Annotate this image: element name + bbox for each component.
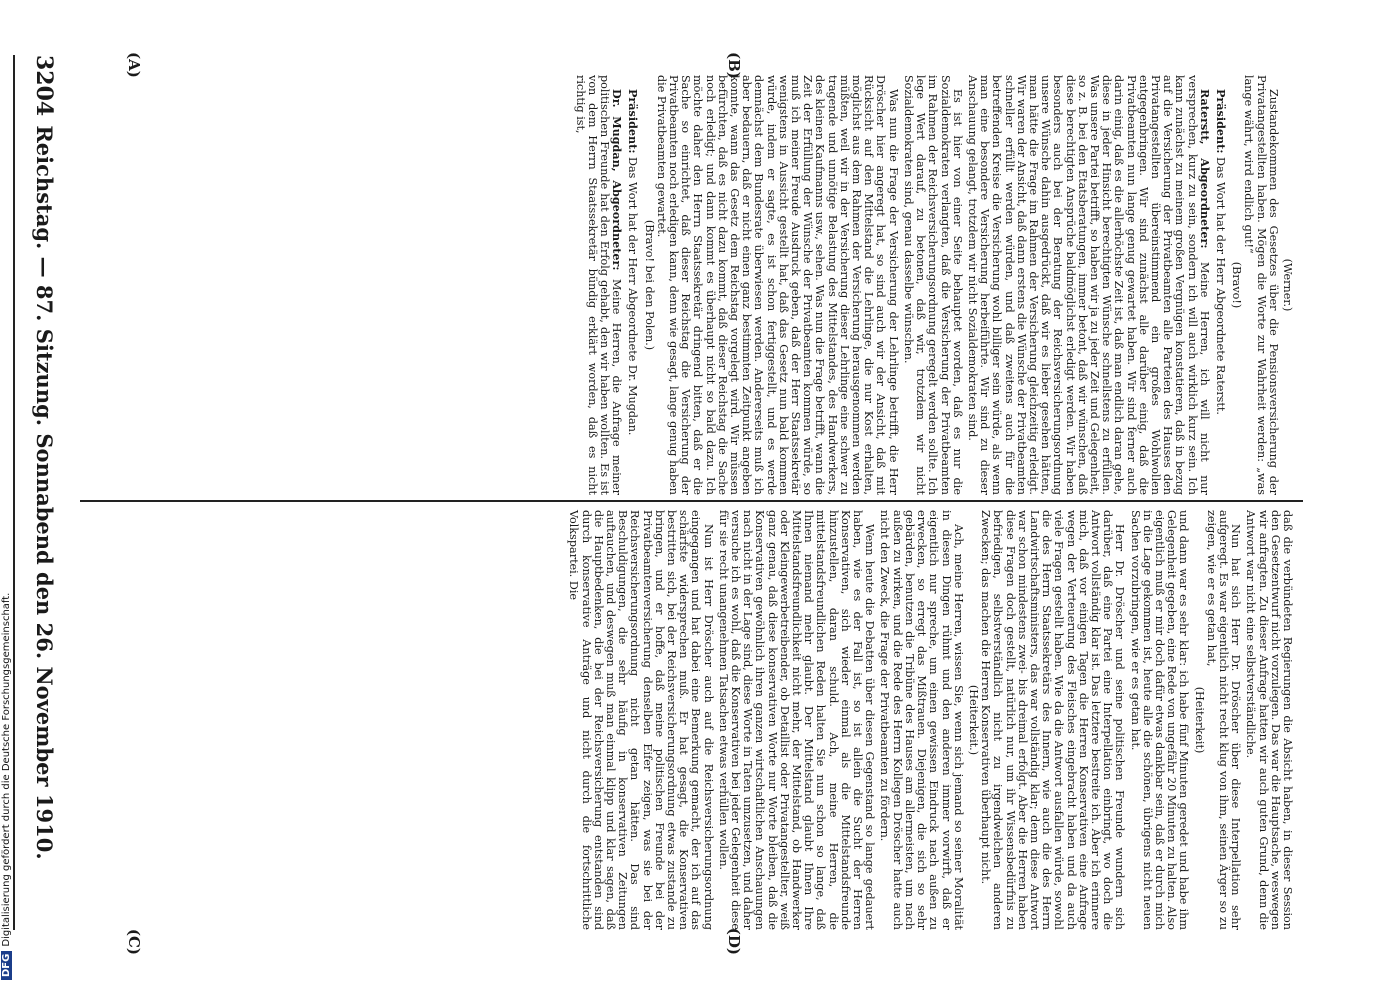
paragraph-text: Das Wort hat der Herr Abgeordnete Raterstt. — [1213, 157, 1227, 415]
margin-mark-b: (B) — [725, 52, 743, 79]
margin-mark-d: (D) — [725, 927, 743, 955]
paragraph-text: Meine Herren, ich will nicht nur versprechen, kurz zu sein, sondern ich will auch wirklich kurz sein. Ich kann zunächst zu meinem großen Vergnügen konstatieren, daß in bezug auf die Versicherung der Privatbeamten alle Parteien des Hauses den Privatangestellten übereinstimmend ein großes Wohlwollen entgegenbringen. Wir sind zunächst alle darüber einig, daß die Privatbeamten nun lange genug gewartet haben. Wir sind ferner auch darin einig, daß es die allerhöchste Zeit ist, daß man endlich daran gehe, diese in jeder Hinsicht berechtigten Wünsche schnellstens zu erfüllen. Was unsere Partei betrifft, so haben wir ja zu jeder Zeit und Gelegenheit, so z. B. bei den Etatsberatungen, immer betont, daß wir wünschen, daß diese berechtigten Ansprüche baldmöglichst erledigt werden. Wir haben besonders auch bei der Beratung der Reichsversicherungsordnung unsere Wünsche dahin ausgedrückt, daß wir es lieber gesehen hätten, man hätte die Frage im Rahmen der Versicherung gleichzeitig erledigt. Wir waren der Ansicht, daß dann erstens die Wünsche der Privatbeamten schneller erfüllt werden würden, und daß zweitens auch für die betreffenden Kreise die Versicherung wohl billiger sein würde, als wenn man eine besondere Versicherung herbeiführte. Wir sind zu dieser Anschauung gelangt, trotzdem wir nicht Sozialdemokraten sind. — [965, 75, 1211, 495]
speaker-label: Präsident: — [1213, 89, 1228, 154]
paragraph: Es ist hier von einer Seite behauptet worden, daß es nur die Sozialdemokraten verlangten, daß die Versicherung der Privatbeamten im Rahmen der Reichsversicherungsordnung geregelt werden sollte. Ich lege Wert darauf, zu betonen, daß wir, trotzdem wir nicht Sozialdemokraten sind, genau dasselbe wünschen. — [901, 75, 964, 495]
paragraph: Wenn heute die Debatten über diesen Gegenstand so lange gedauert haben, wie es der Fall ist, so ist allein die Sucht der Herren Konservativen, sich wieder einmal als die Mittelstandsfreunde hinzustellen, daran schuld. Ach, meine Herren, die mittelstandsfreundlichen Reden halten Sie nun schon so lange, daß Ihnen niemand mehr glaubt. Der Mittelstand glaubt Ihnen Ihre Mittelstandsfreundlichkeit nicht mehr, der Mittelstand, ob Handwerker oder Kleingewerbetreibender, ob Detaillist oder Privatangestellter, weiß ganz genau, daß diese konservativen Worte nur Worte bleiben, daß die Konservativen gewöhnlich ihren ganzen wirtschaftlichen Anschauungen nach nicht in der Lage sind, diese Worte in Taten umzusetzen, und daher versuche ich es wohl, daß die Konservativen bei jeder Gelegenheit diese für sie recht unangenehmen Tatsachen etwas verhüllen wollen. — [716, 510, 877, 930]
funding-text: Digitalisierung gefördert durch die Deutsche Forschungsgemeinschaft. — [1, 592, 12, 947]
reaction: (Bravo!) — [1230, 261, 1244, 309]
paragraph: daß die verbündeten Regierungen die Absicht haben, in dieser Session den Gesetzentwurf nicht vorzulegen. Das war die Hauptsache, weswegen wir anfragten. Zu dieser Anfrage hatten wir auch guten Grund, denn die Antwort war nicht eine selbstverständliche. — [1244, 510, 1294, 930]
page-number: 3204 — [31, 55, 57, 117]
speaker-label: Raterstt, Abgeordneter: — [1197, 89, 1212, 249]
paragraph-text: Meine Herren, die Anfrage meiner politischen Freunde hat den Erfolg gehabt, den wir haben wollten. Es ist von dem Herrn Staatssekretär bündig erklärt worden, daß es nicht richtig ist, — [573, 75, 624, 495]
right-column — [567, 510, 1293, 930]
continued-speaker: (Werner.) — [1281, 258, 1294, 312]
dfg-logo: DFG — [1, 951, 12, 980]
paragraph: Zustandekommen des Gesetzes über die Pensionsversicherung der Privatangestellten haben. Mögen die Worte zur Wahrheit werden: „was lange währt, wird endlich gut!“ — [1242, 75, 1280, 495]
margin-mark-c: (C) — [125, 928, 143, 955]
paragraph — [1214, 75, 1227, 495]
paragraph: Nun hat sich Herr Dr. Dröscher über diese Interpellation sehr aufgeregt. Es war eigentlich nicht recht klug von ihm, seinen Ärger so zu zeigen, wie er es getan hat, — [1204, 510, 1243, 930]
speaker-label: Dr. Mugdan, Abgeordneter: — [610, 89, 625, 271]
paragraph — [626, 75, 639, 495]
paragraph-text: Das Wort hat der Herr Abgeordnete Dr. Mugdan. — [626, 157, 640, 436]
reaction: (Heiterkeit) — [1192, 686, 1206, 754]
page-title: Reichstag. — 87. Sitzung. Sonnabend den 26. November 1910. — [32, 125, 57, 860]
reaction: (Heiterkeit.) — [966, 684, 980, 756]
speaker-label: Präsident: — [626, 89, 641, 154]
paragraph: Ach, meine Herren, wissen Sie, wenn sich jemand so seiner Moralität in diesen Dingen rühmt und den anderen immer vorwirft, daß er eigentlich nur spreche, um einen gewissen Eindruck nach außen zu erwecken, so erregt das Mißtrauen. Diejenigen, die sich so sehr gebärden, benutzen die Tribüne des Hauses am allermeisten, um nach außen zu wirken, und die Rede des Herrn Kollegen Dröscher hatte auch nicht den Zweck, die Frage der Privatbeamten zu fördern. — [878, 510, 965, 930]
paragraph — [573, 75, 623, 495]
paragraph: Herr Dr. Dröscher und seine politischen Freunde wundern sich darüber, daß eine Partei eine Interpellation einbringt, wo doch die Antwort vollständig klar ist. Das letztere bestreite ich. Aber ich erinnere mich, daß vor einigen Tagen die Herren Konservativen eine Anfrage wegen der Verteuerung des Fleisches eingebracht haben und da auch viele Fragen gestellt haben. Wie da die Antwort ausfallen würde, sowohl die des Herrn Staatssekretärs des Innern, wie auch die des Herrn Landwirtschaftsministers, das war vollständig klar; denn diese Antwort war schon mindestens zwei- bis dreimal erfolgt. Aber die Herren haben diese Fragen doch gestellt, natürlich nur, um ihr Wissensbedürfnis zu befriedigen, selbstverständlich nicht zu irgendwelchen anderen Zwecken; das machen die Herren Konservativen überhaupt nicht. — [979, 510, 1127, 930]
paragraph: Was nun die Frage der Versicherung der Lehrlinge betrifft, die Herr Dröscher hier angeregt hat, so sind auch wir der Ansicht, daß mit Rücksicht auf den Mittelstand die Lehrlinge, die nur Kost erhalten, möglichst aus dem Rahmen der Versicherung herausgenommen werden müßten, weil wir in der Versicherung dieser Lehrlinge eine schwer zu tragende und unnötige Belastung des Mittelstandes, des Handwerkers, des kleinen Kaufmanns usw., sehen. Was nun die Frage betrifft, wann die Zeit der Erfüllung der Wünsche der Privatbeamten kommen würde, so muß ich meiner Freude Ausdruck geben, daß der Herr Staatssekretär wenigstens in Aussicht gestellt hat, daß das Gesetz nun bald kommen würde, indem er sagte, es ist schon fertiggestellt, und es werde demnächst dem Bundesrate überwiesen werden. Andererseits muß ich aber bedauern, daß er nicht einen ganz bestimmten Zeitpunkt angeben konnte, wann das Gesetz dem Reichstag vorgelegt wird. Wir müssen befürchten, daß es nicht dazu kommt, daß dieser Reichstag die Sache noch erledigt; und dann kommt es überhaupt nicht so bald dazu. Ich möchte daher den Herrn Staatssekretär dringend bitten, daß er die Sache so einrichtet, daß dieser Reichstag die Versicherung der Privatbeamten noch erledigen kann, denn wie gesagt, lange genug haben die Privatbeamten gewartet. — [654, 75, 900, 495]
left-column — [573, 75, 1293, 495]
reaction: (Bravo! bei den Polen.) — [642, 219, 656, 351]
paragraph: Nun ist Herr Dröscher auch auf die Reichsversicherungsordnung eingegangen und hat dabei eine Bemerkung gemacht, der ich auf das schärfste widersprechen muß. Er hat gesagt, die Konservativen bestritten sich, bei der Reichsversicherungsordnung etwas zustande zu bringen, und er hoffe, daß meine politischen Freunde bei der Privatbeamtenversicherung denselben Eifer zeigen, was sie bei der Reichsversicherungsordnung nicht getan hätten. Das sind Beschuldigungen, die sehr häufig in konservativen Zeitungen auftauchen, und deswegen muß man einmal klipp und klar sagen, daß die Hauptbedenken, die bei der Reichsversicherung entstanden sind durch konservative Anträge und nicht durch die fortschrittliche Volkspartei. Die — [567, 510, 715, 930]
paragraph: und dann war es sehr klar: ich habe fünf Minuten geredet und habe ihm Gelegenheit gegeben, eine Rede von ungefähr 20 Minuten zu halten. Also eigentlich muß er mir doch dafür etwas dankbar sein, daß er durch mich in die Lage gekommen ist, heute alle die schönen, übrigens nicht neuen Sachen vorzubringen, wie er es getan hat. — [1128, 510, 1191, 930]
margin-mark-a: (A) — [125, 52, 143, 78]
paragraph — [966, 75, 1211, 495]
